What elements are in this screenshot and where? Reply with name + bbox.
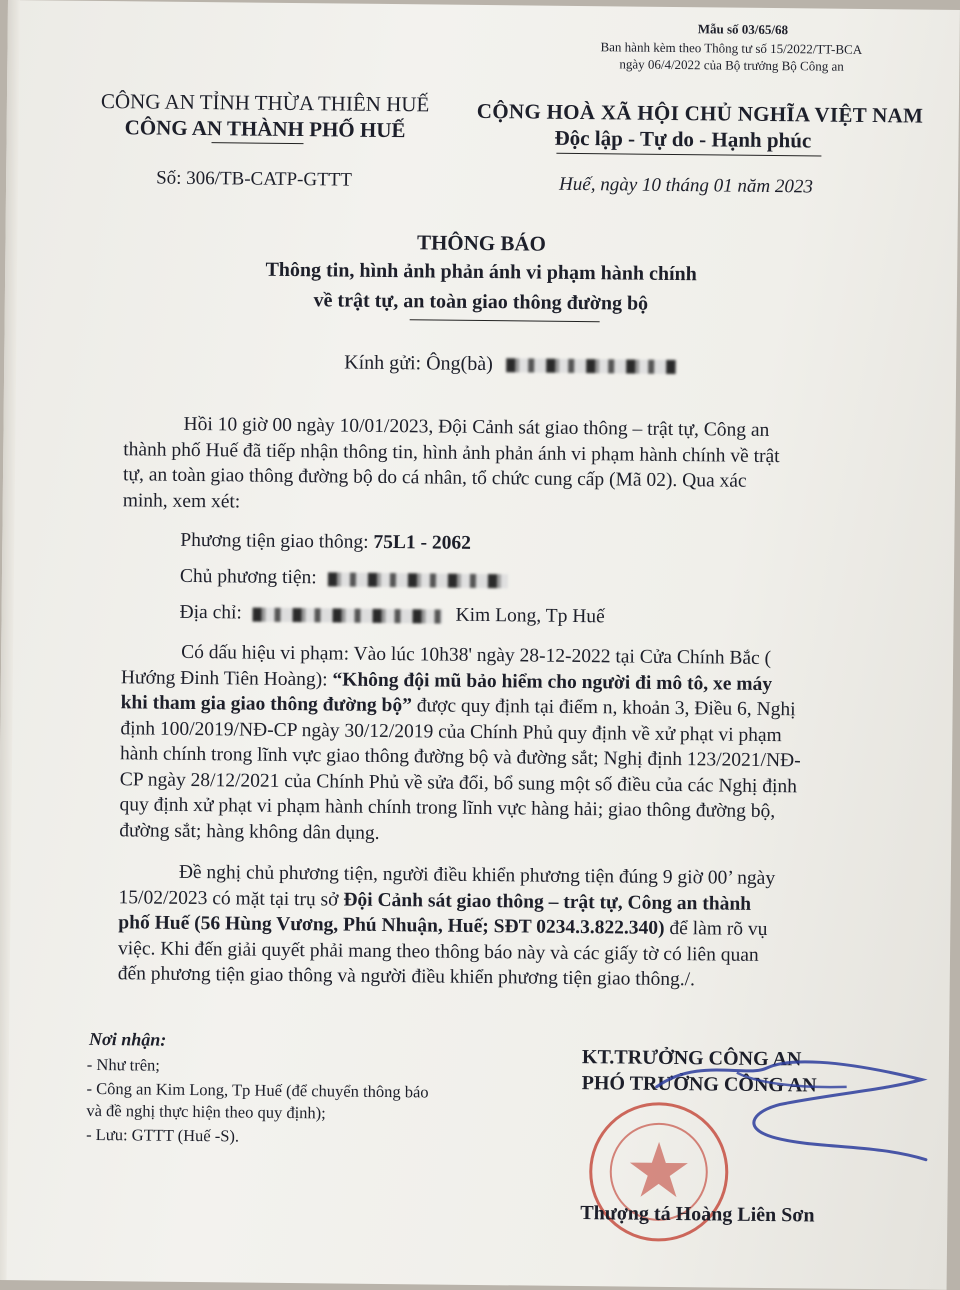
national-title: CỘNG HOÀ XÃ HỘI CHỦ NGHĨA VIỆT NAM — [476, 98, 924, 128]
para1-line: tự, an toàn giao thông đường bộ do cá nhân, tổ chức cung cấp (Mã 02). Qua xác — [122, 464, 747, 492]
owner-label: Chủ phương tiện: — [179, 565, 317, 589]
document-subtitle-line2: về trật tự, an toàn giao thông đường bộ — [313, 289, 649, 315]
para1-line: minh, xem xét: — [122, 489, 241, 512]
violation-line: Có dấu hiệu vi phạm: Vào lúc 10h38' ngày 28-12-2022 tại Cửa Chính Bắc ( — [181, 641, 772, 670]
document-number: Số: 306/TB-CATP-GTTT — [156, 167, 353, 191]
vehicle-field — [180, 530, 471, 555]
vehicle-plate: 75L1 - 2062 — [373, 531, 472, 554]
paragraph-intake — [123, 411, 894, 521]
form-code: Mẫu số 03/65/68 — [697, 21, 789, 38]
redacted-name — [506, 359, 676, 375]
page-margin — [0, 0, 20, 1280]
form-note-line2: ngày 06/4/2022 của Bộ trưởng Bộ Công an — [619, 56, 844, 74]
vehicle-label: Phương tiện giao thông: — [180, 529, 369, 553]
para1-line: Hồi 10 giờ 00 ngày 10/01/2023, Đội Cảnh sát giao thông – trật tự, Công an — [183, 413, 770, 441]
paragraph-request — [118, 859, 889, 995]
recipient-item: - Lưu: GTTT (Huế -S). — [86, 1124, 240, 1146]
violation-line: Hướng Đinh Tiên Hoàng): “Không đội mũ bảo hiểm cho người đi mô tô, xe máy — [120, 666, 773, 695]
salutation-label: Kính gửi: Ông(bà) — [344, 351, 493, 376]
recipient-item: - Công an Kim Long, Tp Huế (để chuyển thông báo — [86, 1078, 429, 1102]
document-title: THÔNG BÁO — [416, 230, 547, 256]
agency-parent: CÔNG AN TỈNH THỪA THIÊN HUẾ — [100, 88, 430, 117]
form-note-line1: Ban hành kèm theo Thông tư số 15/2022/TT-BCA — [600, 39, 863, 57]
signer-name: Thượng tá Hoàng Liên Sơn — [580, 1202, 815, 1227]
place-date: Huế, ngày 10 tháng 01 năm 2023 — [558, 173, 814, 198]
redacted-address — [253, 607, 443, 623]
handwritten-signature — [636, 1047, 937, 1170]
request-line: phố Huế (56 Hùng Vương, Phú Nhuận, Huế; SĐT 0234.3.822.340) để làm rõ vụ — [118, 912, 768, 941]
national-motto: Độc lập - Tự do - Hạnh phúc — [554, 125, 812, 153]
agency-name: CÔNG AN THÀNH PHỐ HUẾ — [124, 115, 406, 143]
address-tail: Kim Long, Tp Huế — [455, 604, 605, 628]
owner-field — [180, 566, 508, 591]
document-subtitle-line1: Thông tin, hình ảnh phản ánh vi phạm hành chính — [265, 258, 697, 286]
violation-line: hành chính trong lĩnh vực giao thông đường bộ và đường sắt; Nghị định 123/2021/NĐ- — [120, 743, 801, 772]
redacted-owner — [328, 572, 508, 588]
paragraph-violation — [119, 639, 891, 851]
request-line: đến phương tiện giao thông và người điều khiển phương tiện giao thông./. — [117, 963, 696, 991]
agency-underline — [212, 142, 304, 144]
violation-line: đường sắt; hàng không dân dụng. — [119, 819, 380, 844]
violation-line: định 100/2019/NĐ-CP ngày 30/12/2019 của Chính Phủ quy định về xử phạt vi phạm — [120, 717, 782, 746]
recipient-item: và đề nghị thực hiện theo quy định); — [86, 1100, 326, 1123]
violation-line: quy định xử phạt vi phạm hành chính trong lĩnh vực hàng hải; giao thông đường bộ, — [119, 794, 776, 823]
para1-line: thành phố Huế đã tiếp nhận thông tin, hình ảnh phản ánh vi phạm hành chính về trật — [123, 438, 780, 467]
motto-underline — [556, 153, 821, 157]
title-underline — [410, 319, 600, 322]
recipients-title: Nơi nhận: — [89, 1028, 167, 1050]
recipient-item: - Như trên; — [86, 1054, 161, 1075]
request-line: việc. Khi đến giải quyết phải mang theo thông báo này và các giấy tờ có liên quan — [117, 937, 759, 966]
address-field — [179, 602, 604, 628]
request-line: 15/02/2023 có mặt tại trụ sở Đội Cảnh sát giao thông – trật tự, Công an thành — [118, 886, 752, 915]
violation-line: khi tham gia giao thông đường bộ” được quy định tại điểm n, khoản 3, Điều 6, Nghị — [120, 692, 796, 721]
salutation — [344, 352, 676, 378]
signatory-title-line1: KT.TRƯỞNG CÔNG AN — [581, 1046, 802, 1071]
violation-line: CP ngày 28/12/2021 của Chính Phủ về sửa đổi, bổ sung một số điều của các Nghị định — [119, 768, 798, 797]
signatory-title-line2: PHÓ TRƯỞNG CÔNG AN — [581, 1072, 817, 1097]
address-label: Địa chỉ: — [179, 601, 242, 624]
request-line: Đề nghị chủ phương tiện, người điều khiển phương tiện đúng 9 giờ 00’ ngày — [178, 861, 776, 890]
